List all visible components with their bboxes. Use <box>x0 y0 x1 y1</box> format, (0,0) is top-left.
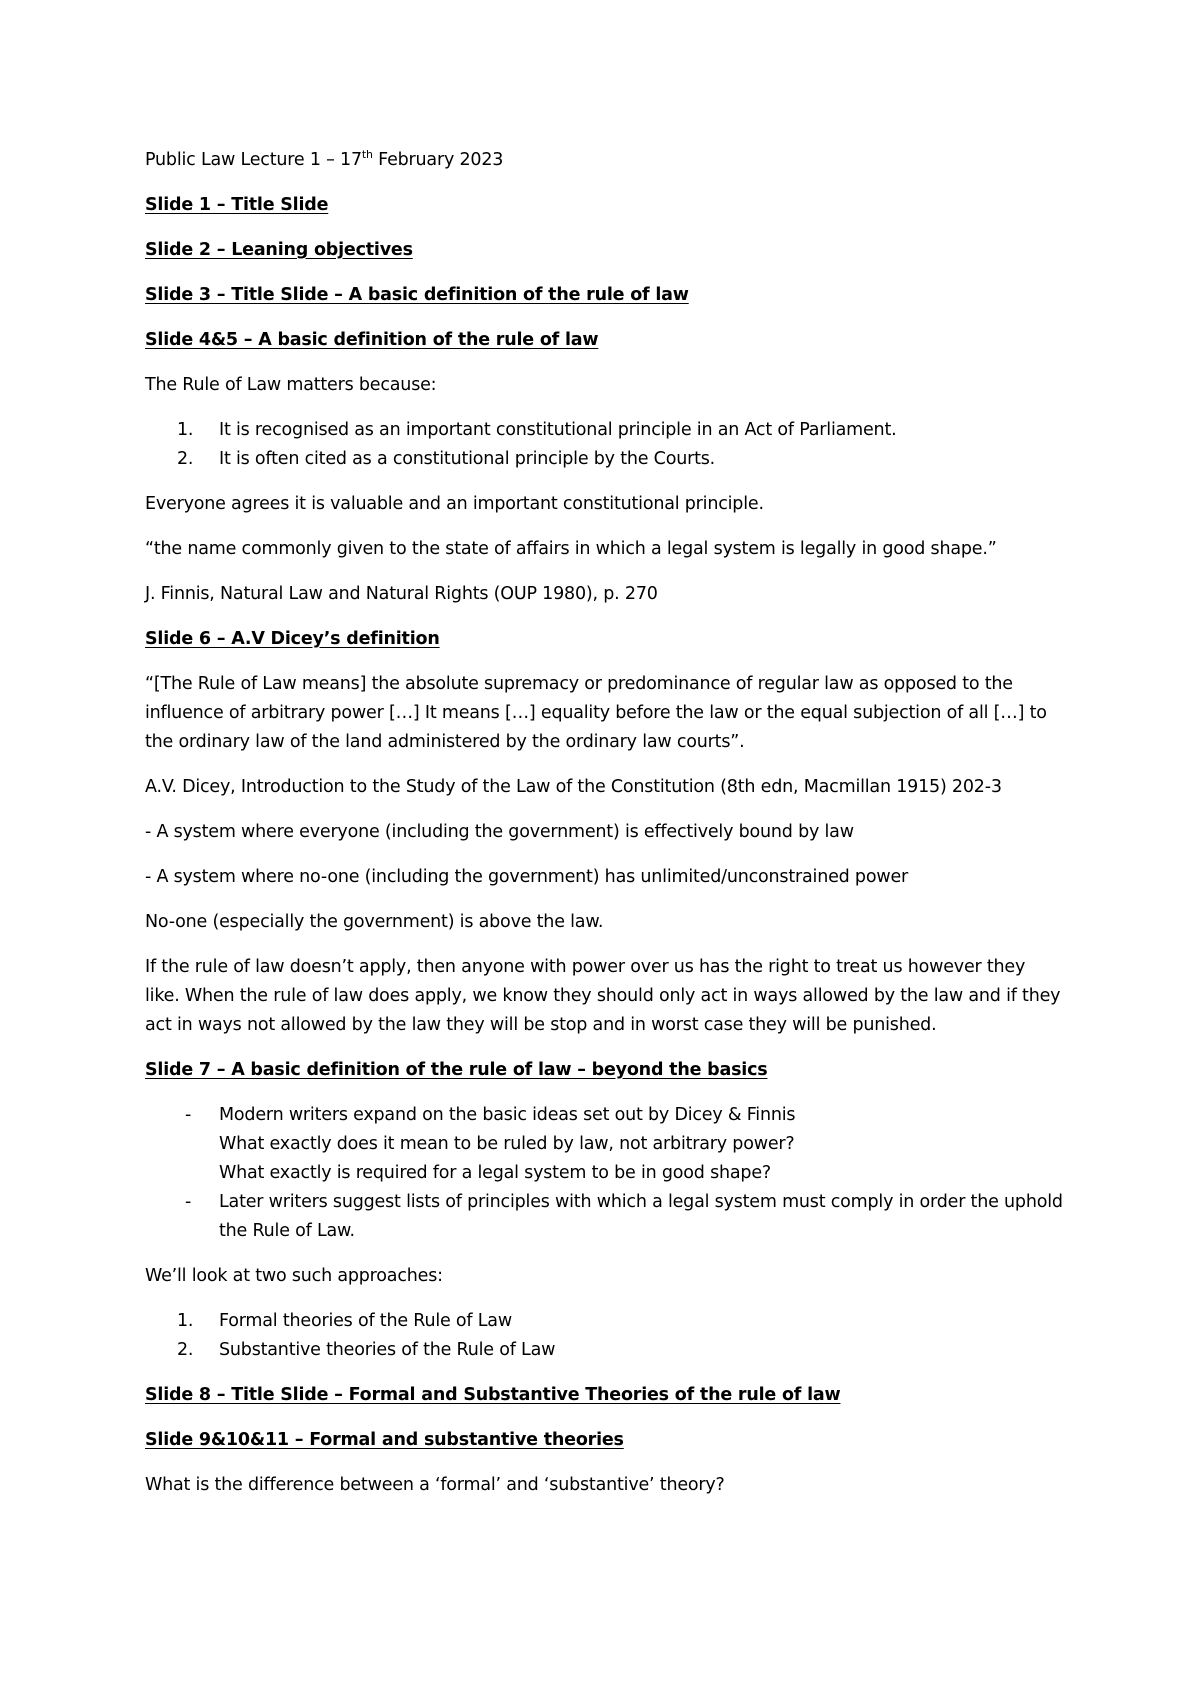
heading-slide-1: Slide 1 – Title Slide <box>145 195 329 215</box>
document-title <box>145 146 1065 175</box>
document-body <box>145 146 1065 1516</box>
list-item-text: What exactly does it mean to be ruled by law, not arbitrary power? <box>219 1134 795 1154</box>
heading-slide-2: Slide 2 – Leaning objectives <box>145 240 413 260</box>
agreement-statement: Everyone agrees it is valuable and an important constitutional principle. <box>145 494 764 514</box>
bullet-dash: - <box>185 1105 192 1125</box>
dicey-citation: A.V. Dicey, Introduction to the Study of the Law of the Constitution (8th edn, Macmillan 1915) 202-3 <box>145 777 1002 797</box>
dicey-summary: No-one (especially the government) is above the law. <box>145 912 604 932</box>
title-superscript: th <box>361 148 373 162</box>
list-number: 1. <box>177 1311 194 1331</box>
list-item-text: Substantive theories of the Rule of Law <box>219 1340 556 1360</box>
heading-slide-8: Slide 8 – Title Slide – Formal and Substantive Theories of the rule of law <box>145 1385 841 1405</box>
heading-slide-3: Slide 3 – Title Slide – A basic definition of the rule of law <box>145 285 689 305</box>
heading-slide-7: Slide 7 – A basic definition of the rule of law – beyond the basics <box>145 1060 768 1080</box>
modern-writers-list <box>145 1101 1065 1246</box>
title-text: Public Law Lecture 1 – 17 <box>145 150 362 170</box>
list-number: 2. <box>177 1340 194 1360</box>
approaches-list <box>145 1307 1065 1365</box>
heading-slide-4-5: Slide 4&5 – A basic definition of the rule of law <box>145 330 599 350</box>
heading-slide-9-10-11: Slide 9&10&11 – Formal and substantive theories <box>145 1430 624 1450</box>
list-item-text: Modern writers expand on the basic ideas set out by Dicey & Finnis <box>219 1105 796 1125</box>
reasons-list <box>145 416 1065 474</box>
list-item <box>145 1336 1065 1365</box>
list-item <box>145 445 1065 474</box>
list-item-text: It is recognised as an important constitutional principle in an Act of Parliament. <box>219 420 897 440</box>
approaches-intro: We’ll look at two such approaches: <box>145 1266 443 1286</box>
list-number: 1. <box>177 420 194 440</box>
dicey-point-2: - A system where no-one (including the government) has unlimited/unconstrained power <box>145 867 909 887</box>
title-date-suffix: February 2023 <box>372 150 504 170</box>
difference-question: What is the difference between a ‘formal’ and ‘substantive’ theory? <box>145 1475 725 1495</box>
rule-of-law-intro: The Rule of Law matters because: <box>145 375 437 395</box>
list-item-text: Formal theories of the Rule of Law <box>219 1311 512 1331</box>
heading-slide-6: Slide 6 – A.V Dicey’s definition <box>145 629 440 649</box>
finnis-citation: J. Finnis, Natural Law and Natural Rights (OUP 1980), p. 270 <box>145 584 658 604</box>
list-item-text: It is often cited as a constitutional principle by the Courts. <box>219 449 716 469</box>
list-item-text: What exactly is required for a legal system to be in good shape? <box>219 1163 771 1183</box>
dicey-explanation: If the rule of law doesn’t apply, then anyone with power over us has the right to treat us however they like. When the rule of law does apply, we know they should only act in ways allowed by the law and if they act in ways not allowed by the law they will be stop and in worst case they will be punished. <box>145 957 1061 1035</box>
list-item-text: Later writers suggest lists of principles with which a legal system must comply in order the uphold the Rule of Law. <box>219 1192 1063 1241</box>
list-item <box>145 1101 1065 1188</box>
finnis-quote: “the name commonly given to the state of affairs in which a legal system is legally in good shape.” <box>145 539 997 559</box>
list-item <box>145 1307 1065 1336</box>
list-item <box>145 416 1065 445</box>
list-item <box>145 1188 1065 1246</box>
dicey-quote: “[The Rule of Law means] the absolute supremacy or predominance of regular law as opposed to the influence of arbitrary power […] It means […] equality before the law or the equal subjection of all […] to the ordinary law of the land administered by the ordinary law courts”. <box>145 674 1047 752</box>
list-number: 2. <box>177 449 194 469</box>
bullet-dash: - <box>185 1192 192 1212</box>
dicey-point-1: - A system where everyone (including the government) is effectively bound by law <box>145 822 854 842</box>
